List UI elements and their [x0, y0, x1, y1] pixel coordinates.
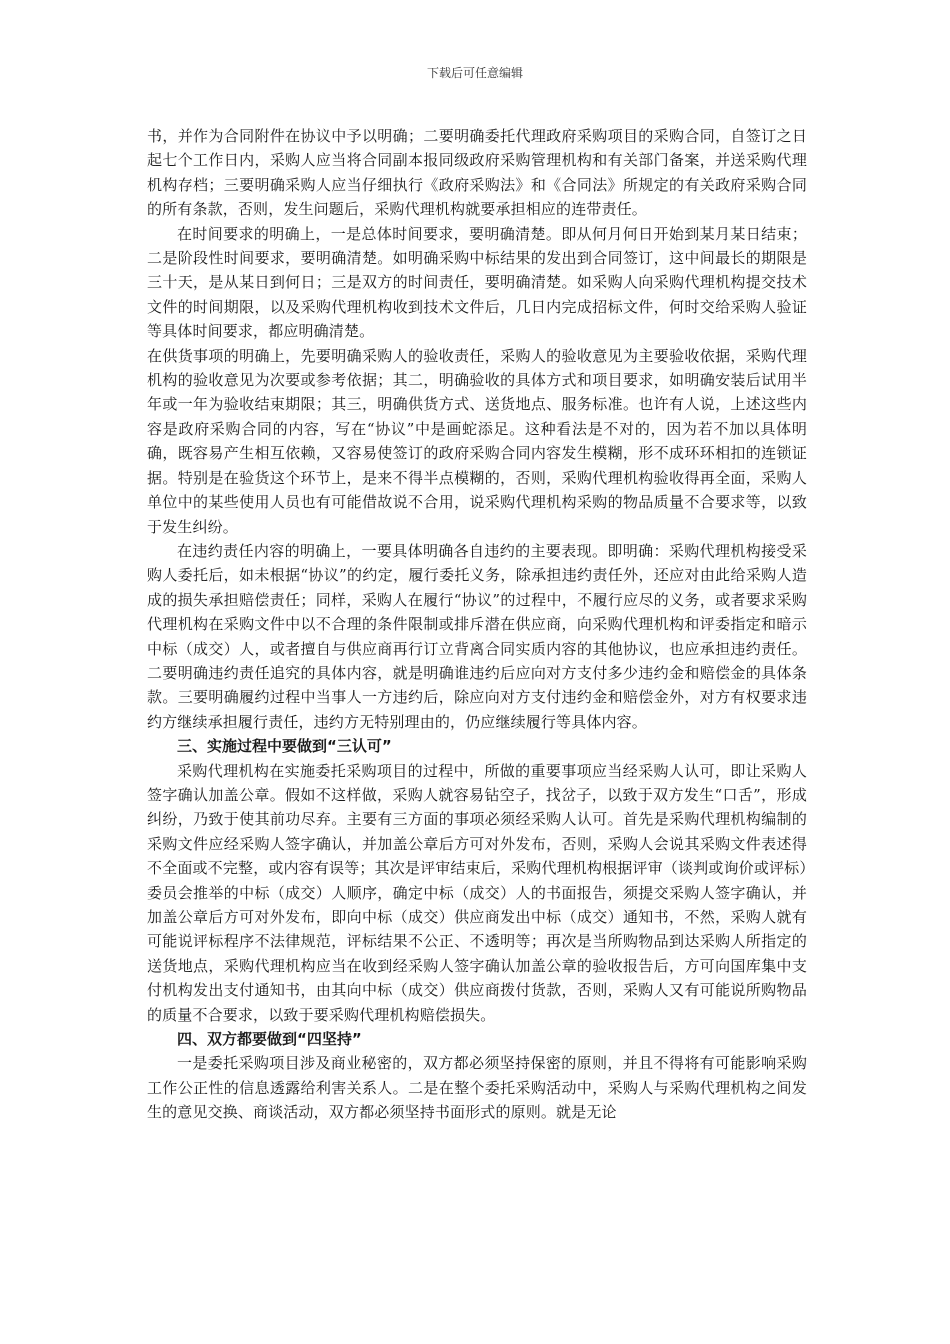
- page-header: 下载后可任意编辑: [426, 66, 523, 80]
- paragraph-principles: 一是委托采购项目涉及商业秘密的，双方都必须坚持保密的原则，并且不得将有可能影响采购工作公正性的信息透露给利害关系人。二是在整个委托采购活动中，采购人与采购代理机构之间发生的意见交换、商谈活动，双方都必须坚持书面形式的原则。就是无论: [147, 1054, 807, 1122]
- paragraph-delivery-matters: 在供货事项的明确上，先要明确采购人的验收责任，采购人的验收意见为主要验收依据，采购代理机构的验收意见为次要或参考依据；其二，明确验收的具体方式和项目要求，如明确安装后试用半年或一年为验收结束期限；其三，明确供货方式、送货地点、服务标准。也许有人说，上述这些内容是政府采购合同的内容，写在“协议”中是画蛇添足。这种看法是不对的，因为若不加以具体明确，既容易产生相互依赖，又容易使签订的政府采购合同内容发生模糊，形不成环环相扣的连锁证据。特别是在验货这个环节上，是来不得半点模糊的，否则，采购代理机构验收得再全面，采购人单位中的某些使用人员也有可能借故说不合用，说采购代理机构采购的物品质量不合要求等，以致于发生纠纷。: [147, 346, 807, 536]
- section-heading-three-approvals: 三、实施过程中要做到“三认可”: [177, 737, 392, 756]
- section-heading-four-principles: 四、双方都要做到“四坚持”: [177, 1030, 362, 1049]
- paragraph-approval-process: 采购代理机构在实施委托采购项目的过程中，所做的重要事项应当经采购人认可，即让采购人签字确认加盖公章。假如不这样做，采购人就容易钻空子，找岔子，以致于双方发生“口舌”，形成纠纷，乃致于使其前功尽弃。主要有三方面的事项必须经采购人认可。首先是采购代理机构编制的采购文件应经采购人签字确认，并加盖公章后方可对外发布，否则，采购人会说其采购文件表述得不全面或不完整，或内容有误等；其次是评审结束后，采购代理机构根据评审（谈判或询价或评标）委员会推举的中标（成交）人顺序，确定中标（成交）人的书面报告，须提交采购人签字确认，并加盖公章后方可对外发布，即向中标（成交）供应商发出中标（成交）通知书，不然，采购人就有可能说评标程序不法律规范，评标结果不公正、不透明等；再次是当所购物品到达采购人所指定的送货地点，采购代理机构应当在收到经采购人签字确认加盖公章的验收报告后，方可向国库集中支付机构发出支付通知书，由其向中标（成交）供应商拨付货款，否则，采购人又有可能说所购物品的质量不合要求，以致于要采购代理机构赔偿损失。: [147, 761, 807, 1024]
- document-body: [147, 124, 807, 1125]
- paragraph-breach-liability: 在违约责任内容的明确上，一要具体明确各自违约的主要表现。即明确：采购代理机构接受采购人委托后，如未根据“协议”的约定，履行委托义务，除承担违约责任外，还应对由此给采购人造成的损失承担赔偿责任；同样，采购人在履行“协议”的过程中，不履行应尽的义务，或者要求采购代理机构在采购文件中以不合理的条件限制或排斥潜在供应商，向采购代理机构和评委指定和暗示中标（成交）人，或者擅自与供应商再行订立背离合同实质内容的其他协议，也应承担违约责任。二要明确违约责任追究的具体内容，就是明确谁违约后应向对方支付多少违约金和赔偿金的具体条款。三要明确履约过程中当事人一方违约后，除应向对方支付违约金和赔偿金外，对方有权要求违约方继续承担履行责任，违约方无特别理由的，仍应继续履行等具体内容。: [147, 541, 807, 731]
- paragraph-contract-annex: 书，并作为合同附件在协议中予以明确；二要明确委托代理政府采购项目的采购合同，自签订之日起七个工作日内，采购人应当将合同副本报同级政府采购管理机构和有关部门备案，并送采购代理机构存档；三要明确采购人应当仔细执行《政府采购法》和《合同法》所规定的有关政府采购合同的所有条款，否则，发生问题后，采购代理机构就要承担相应的连带责任。: [147, 127, 807, 219]
- paragraph-time-requirements: 在时间要求的明确上，一是总体时间要求，要明确清楚。即从何月何日开始到某月某日结束；二是阶段性时间要求，要明确清楚。如明确采购中标结果的发出到合同签订，这中间最长的期限是三十天，是从某日到何日；三是双方的时间责任，要明确清楚。如采购人向采购代理机构提交技术文件的时间期限，以及采购代理机构收到技术文件后，几日内完成招标文件，何时交给采购人验证等具体时间要求，都应明确清楚。: [147, 224, 807, 341]
